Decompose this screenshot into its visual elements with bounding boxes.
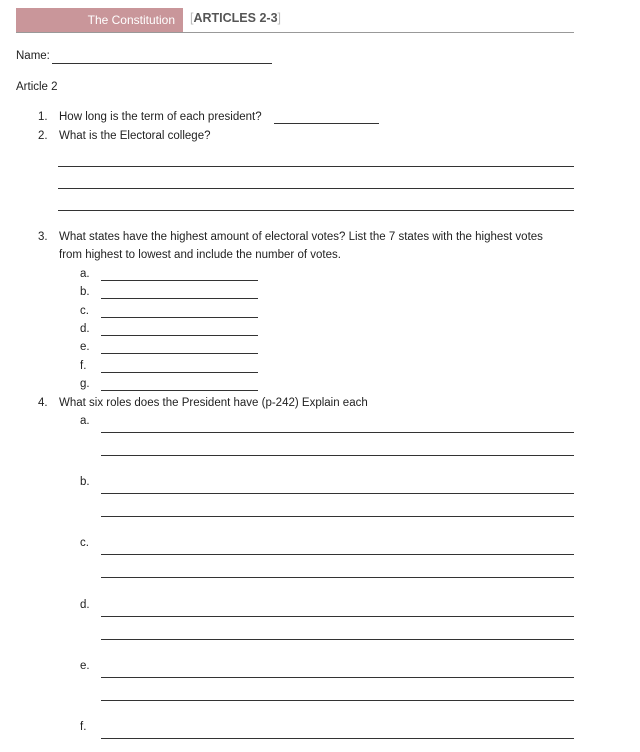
q4-item-answer-line[interactable]: [101, 432, 574, 433]
q4-item-letter: e.: [80, 659, 90, 672]
q4-item-letter: f.: [80, 721, 87, 733]
q3-item-letter: d.: [80, 322, 90, 335]
q3-item-letter: e.: [80, 341, 90, 354]
q4-item-letter: b.: [80, 476, 90, 489]
q3-item-letter: a.: [80, 268, 90, 280]
q2-number: 2.: [38, 130, 48, 142]
doc-title: The Constitution: [87, 13, 175, 27]
header-rule: [16, 32, 574, 33]
q3-item-answer-line[interactable]: [101, 298, 258, 299]
header-band: [16, 8, 183, 32]
q3-item-answer-line[interactable]: [101, 372, 258, 373]
q2-answer-line[interactable]: [58, 210, 574, 211]
q3-item-answer-line[interactable]: [101, 280, 258, 281]
q1-text: How long is the term of each president?: [59, 111, 262, 123]
q3-item-letter: b.: [80, 286, 90, 299]
q4-item-answer-line[interactable]: [101, 554, 574, 555]
q3-item-answer-line[interactable]: [101, 317, 258, 318]
q4-item-letter: c.: [80, 537, 89, 550]
q4-item-answer-line[interactable]: [101, 738, 574, 739]
q4-item-answer-line[interactable]: [101, 493, 574, 494]
q3-text-line2: from highest to lowest and include the number of votes.: [59, 249, 341, 261]
q4-item-letter: a.: [80, 415, 90, 427]
q3-item-letter: f.: [80, 359, 87, 372]
q1-answer-line[interactable]: [274, 123, 379, 124]
name-field[interactable]: [52, 63, 272, 64]
q3-number: 3.: [38, 231, 48, 243]
q3-item-letter: c.: [80, 304, 89, 317]
q4-item-letter: d.: [80, 598, 90, 611]
q4-item-answer-line[interactable]: [101, 677, 574, 678]
q3-item-answer-line[interactable]: [101, 335, 258, 336]
q4-number: 4.: [38, 397, 48, 409]
q2-answer-line[interactable]: [58, 188, 574, 189]
q4-text: What six roles does the President have (p-242) Explain each: [59, 397, 368, 409]
q4-item-answer-line[interactable]: [101, 577, 574, 578]
q3-item-letter: g.: [80, 377, 90, 390]
q4-item-answer-line[interactable]: [101, 639, 574, 640]
doc-subtitle: [ARTICLES 2-3]: [190, 11, 282, 25]
q2-text: What is the Electoral college?: [59, 130, 211, 142]
name-label: Name:: [16, 50, 50, 62]
q3-item-answer-line[interactable]: [101, 390, 258, 391]
q1-number: 1.: [38, 111, 48, 123]
q4-item-answer-line[interactable]: [101, 455, 574, 456]
section-heading: Article 2: [16, 81, 58, 93]
q3-item-answer-line[interactable]: [101, 353, 258, 354]
q4-item-answer-line[interactable]: [101, 700, 574, 701]
q4-item-answer-line[interactable]: [101, 616, 574, 617]
subtitle-text: ARTICLES 2-3: [193, 11, 278, 25]
q4-item-answer-line[interactable]: [101, 516, 574, 517]
q3-text-line1: What states have the highest amount of electoral votes? List the 7 states with the highest votes: [59, 231, 543, 243]
q2-answer-line[interactable]: [58, 166, 574, 167]
